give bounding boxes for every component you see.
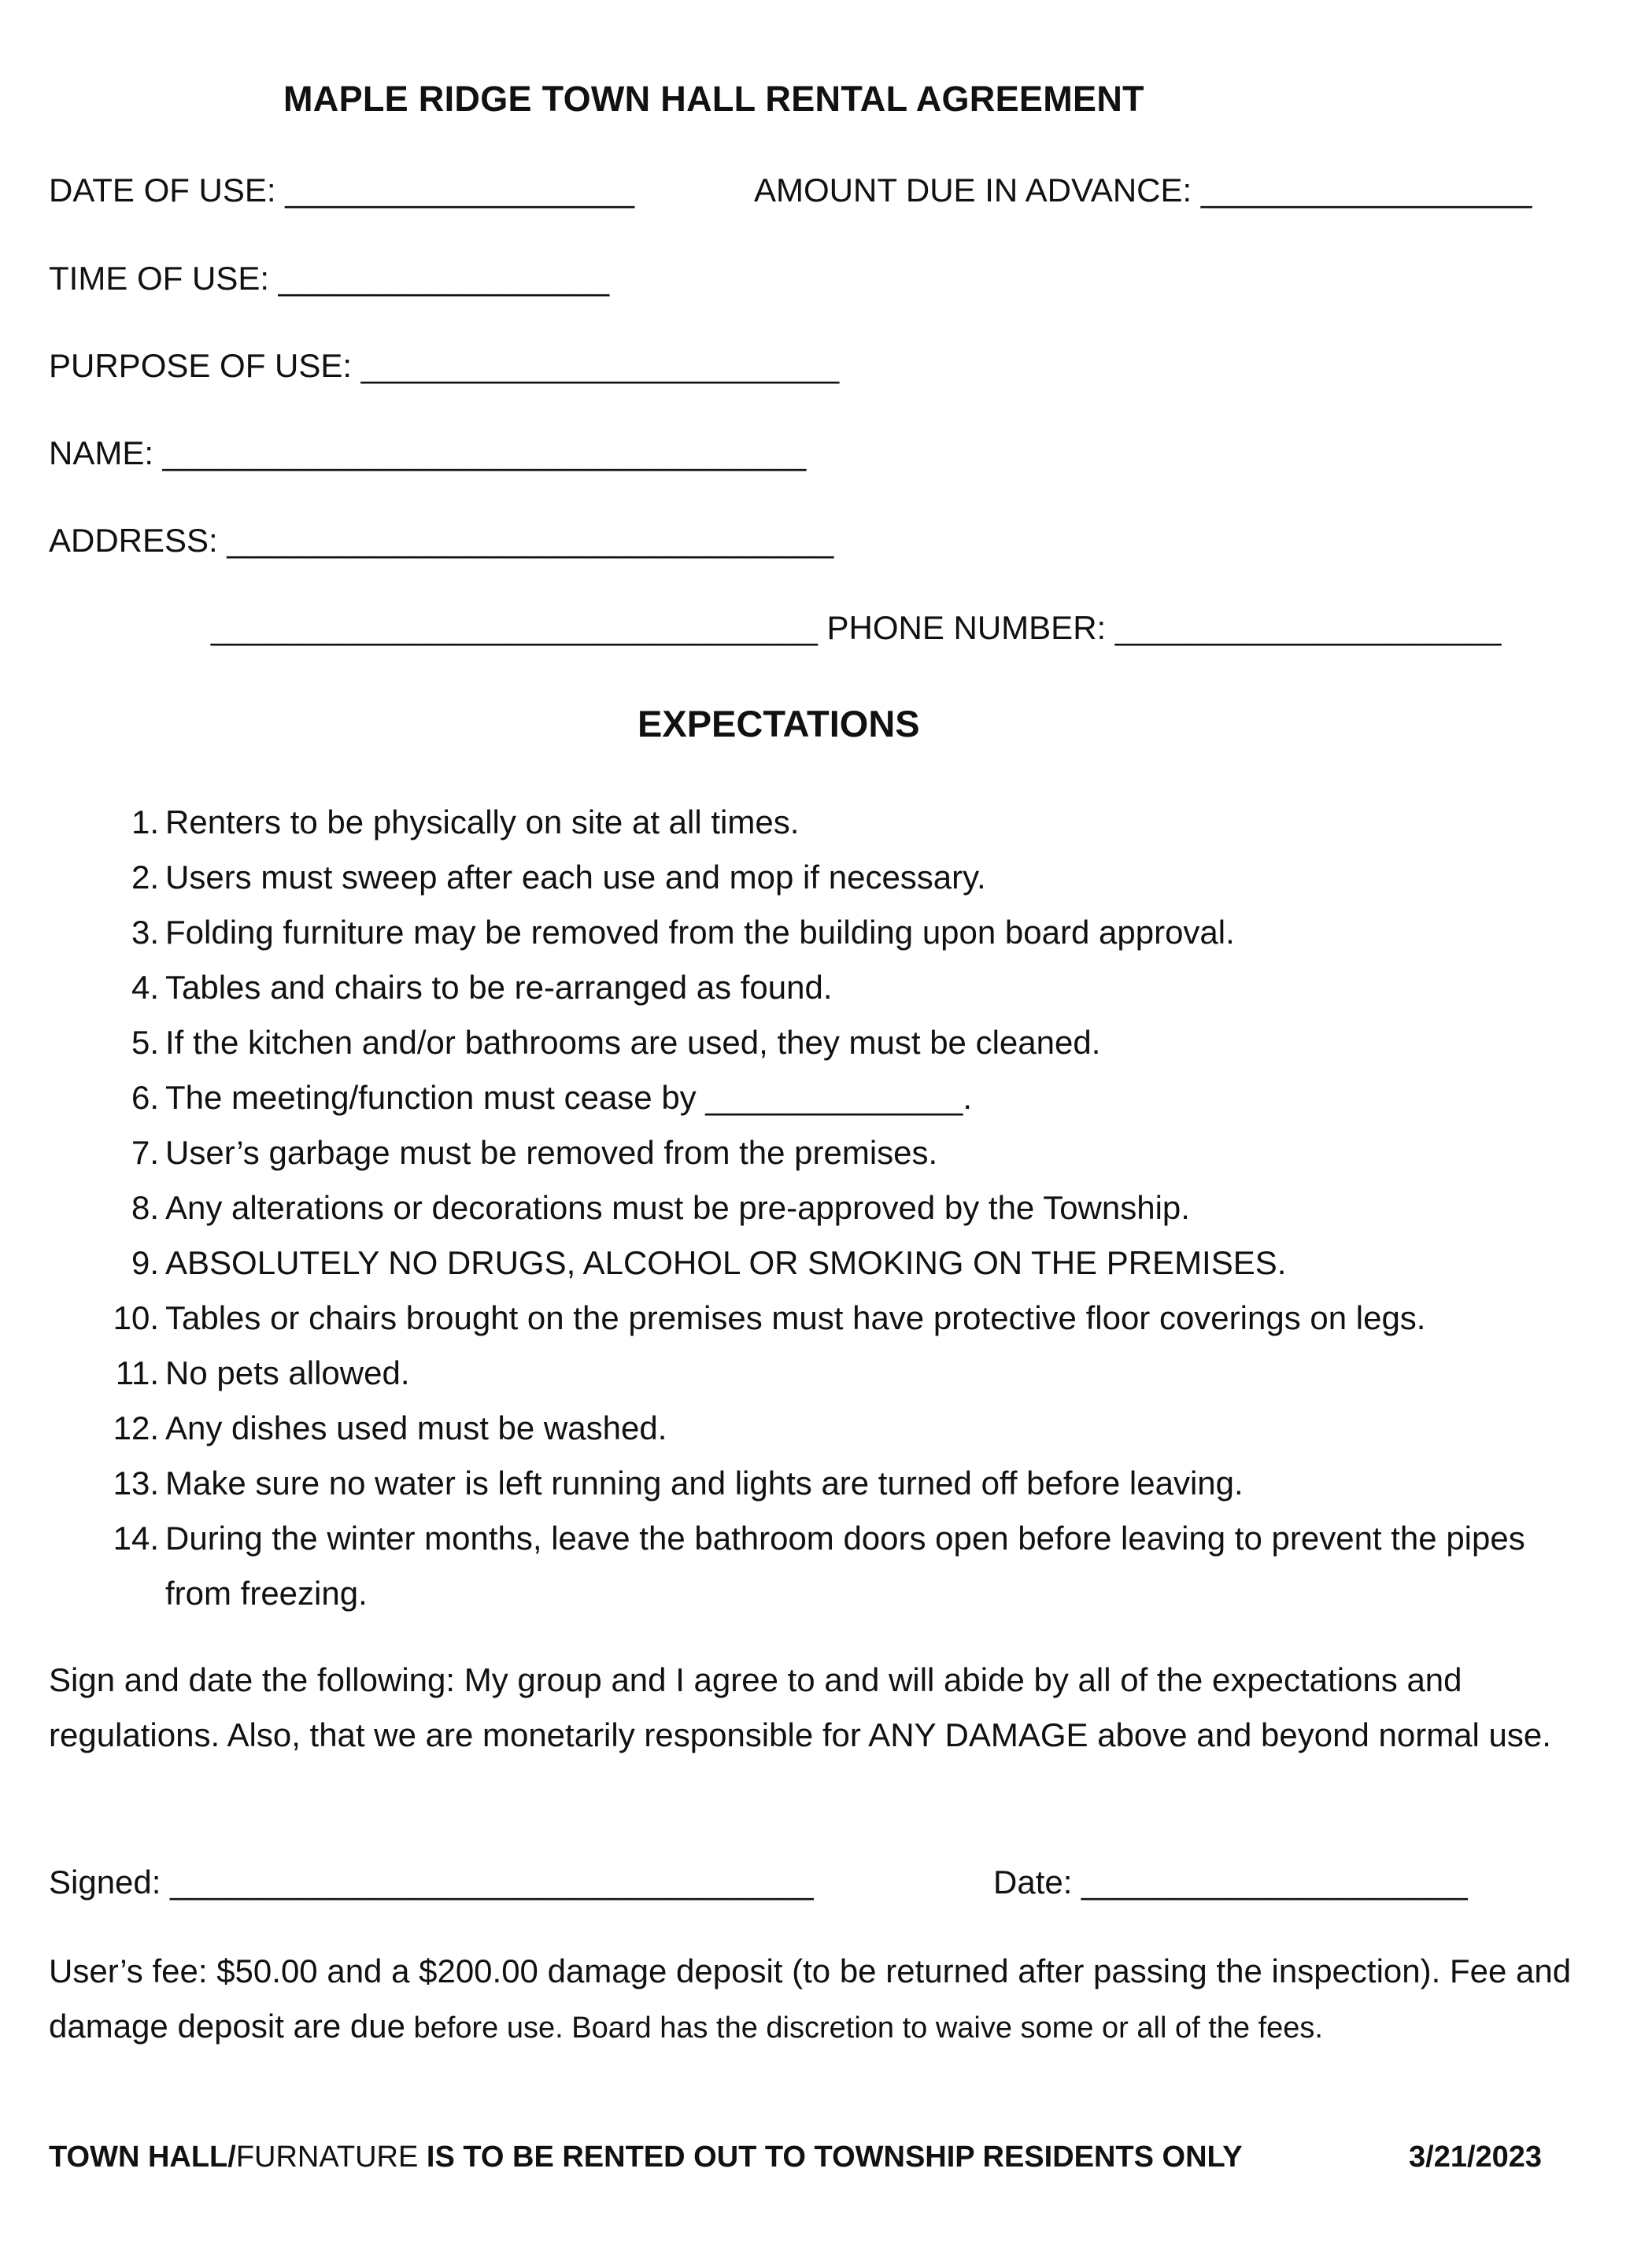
signed-field: Signed: ___________________________________ [49,1864,814,1901]
list-item [102,1015,1598,1070]
list-item [102,1236,1598,1291]
item-number: 12. [113,1409,159,1446]
item-number: 14. [113,1520,159,1557]
list-item [102,1401,1598,1456]
list-item [102,1346,1598,1401]
item-number: 5. [131,1024,159,1061]
item-text: No pets allowed. [165,1354,410,1391]
footer-notice [49,2141,1243,2174]
list-item [102,1291,1598,1346]
item-number: 1. [131,803,159,840]
name-field: NAME: ___________________________________ [49,434,807,471]
list-item [102,960,1598,1015]
item-number: 13. [113,1465,159,1502]
item-number: 3. [131,914,159,951]
item-number: 6. [131,1079,159,1116]
item-number: 9. [131,1244,159,1281]
item-text: Tables and chairs to be re-arranged as found. [165,969,833,1006]
item-number: 4. [131,969,159,1006]
item-text: Any dishes used must be washed. [165,1409,667,1446]
list-item [102,1180,1598,1236]
item-text: The meeting/function must cease by ______________. [165,1079,973,1116]
expectations-list [102,795,1598,1621]
list-item [102,795,1598,850]
date-field: Date: _____________________ [993,1864,1468,1901]
list-item [102,1456,1598,1511]
item-text: During the winter months, leave the bathroom doors open before leaving to prevent the pipes from freezing. [165,1520,1525,1612]
item-text: Users must sweep after each use and mop if necessary. [165,859,986,896]
item-text: Folding furniture may be removed from the building upon board approval. [165,914,1235,951]
fee-text-small: before use. Board has the discretion to waive some or all of the fees. [405,2011,1323,2045]
item-text: Any alterations or decorations must be pre-approved by the Township. [165,1189,1190,1226]
address-field: ADDRESS: _________________________________ [49,522,834,559]
page-title: MAPLE RIDGE TOWN HALL RENTAL AGREEMENT [283,79,1144,119]
fee-paragraph [49,1944,1591,2056]
list-item [102,1511,1598,1621]
date-of-use-field: DATE OF USE: ___________________ [49,172,635,209]
item-text: User’s garbage must be removed from the premises. [165,1134,938,1171]
item-text: Renters to be physically on site at all times. [165,803,800,840]
footer-part2: FURNATURE [235,2141,419,2174]
item-text: Make sure no water is left running and lights are turned off before leaving. [165,1465,1244,1502]
list-item [102,905,1598,960]
item-text: ABSOLUTELY NO DRUGS, ALCOHOL OR SMOKING ON THE PREMISES. [165,1244,1287,1281]
footer-part3: IS TO BE RENTED OUT TO TOWNSHIP RESIDENTS ONLY [418,2141,1243,2174]
address-phone-field: _________________________________ PHONE NUMBER: _____________________ [211,609,1502,646]
expectations-heading: EXPECTATIONS [638,703,920,744]
footer-date: 3/21/2023 [1409,2141,1543,2174]
amount-due-field: AMOUNT DUE IN ADVANCE: __________________ [754,172,1532,209]
fee-text-main: User’s fee: $50.00 and a $200.00 damage deposit (to be returned after passing the inspection). Fee and damage deposit are due [49,1952,1572,2045]
item-number: 7. [131,1134,159,1171]
item-number: 2. [131,859,159,896]
item-text: Tables or chairs brought on the premises must have protective floor coverings on legs. [165,1299,1426,1336]
time-of-use-field: TIME OF USE: __________________ [49,260,610,297]
list-item [102,850,1598,905]
list-item [102,1125,1598,1180]
item-text: If the kitchen and/or bathrooms are used, they must be cleaned. [165,1024,1101,1061]
agreement-paragraph: Sign and date the following: My group and I agree to and will abide by all of the expectations and regulations. Also, that we are monetarily responsible for ANY DAMAGE above and beyond normal use. [49,1661,1551,1753]
footer-part1: TOWN HALL/ [49,2141,236,2174]
item-number: 10. [113,1299,159,1336]
list-item [102,1070,1598,1125]
item-number: 8. [131,1189,159,1226]
purpose-of-use-field: PURPOSE OF USE: __________________________ [49,347,840,384]
item-number: 11. [115,1354,159,1391]
